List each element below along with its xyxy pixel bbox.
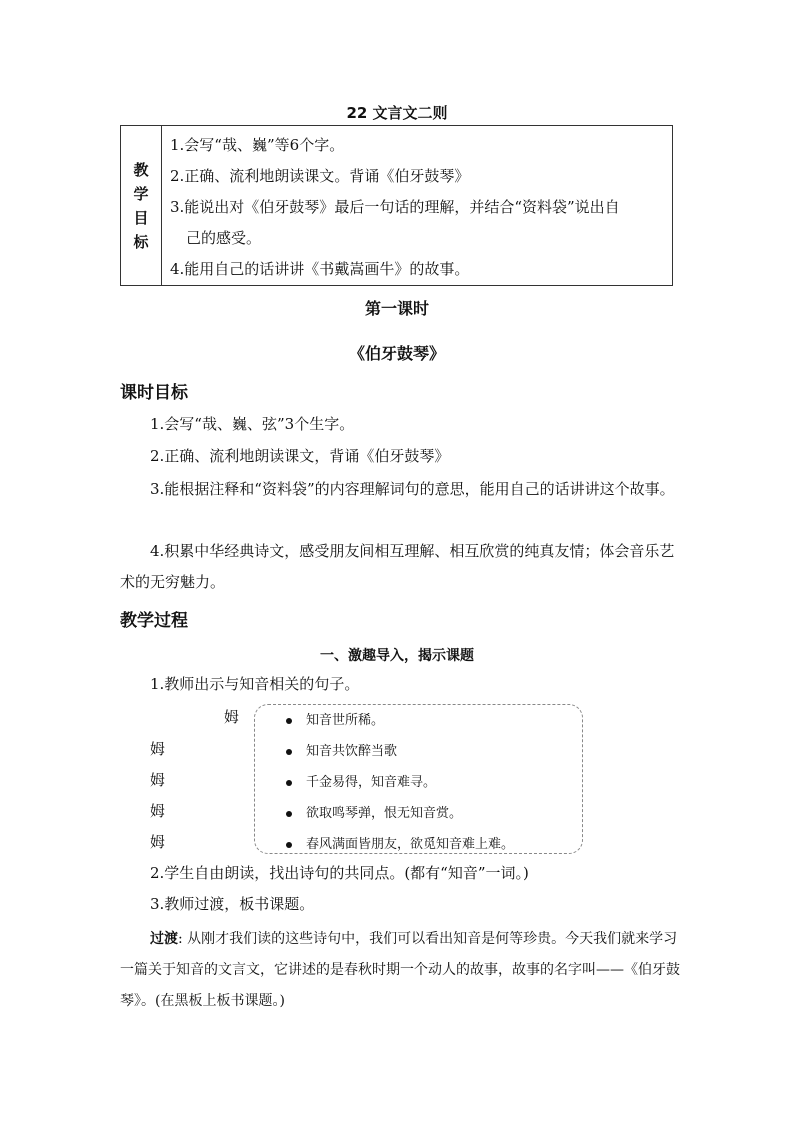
transition-paragraph	[120, 924, 680, 1017]
document-title: 22 文言文二则	[346, 104, 448, 122]
bullet-icon	[286, 780, 292, 786]
bullet-icon	[286, 718, 292, 724]
bullet-icon	[286, 749, 292, 755]
placeholder-char: 姆	[150, 802, 166, 820]
quote-text: 春风满面皆朋友，欲觅知音难上难。	[306, 837, 515, 852]
objective-item: 1.会写“哉、巍、弦”3个生字。	[150, 415, 355, 433]
goals-label-char: 学	[133, 184, 149, 203]
transition-text: : 从刚才我们读的这些诗句中，我们可以看出知音是何等珍贵。今天我们就来学习一篇关于知音的文言文，它讲述的是春秋时期一个动人的故事，故事的名字叫——《伯牙鼓琴》。(在黑板上板书课题。)	[120, 931, 680, 1009]
bullet-icon	[286, 842, 292, 848]
quote-item	[286, 709, 384, 728]
placeholder-char: 姆	[224, 708, 240, 726]
goal-item: 1.会写“哉、巍”等6个字。	[170, 136, 345, 154]
step-1: 1.教师出示与知音相关的句子。	[150, 675, 360, 693]
goal-item-continued: 己的感受。	[186, 229, 262, 247]
goals-label-char: 标	[133, 232, 149, 251]
goals-label-char: 教	[133, 160, 149, 179]
transition-label: 过渡	[150, 931, 178, 947]
goals-body-cell	[162, 126, 673, 286]
placeholder-char: 姆	[150, 833, 166, 851]
lesson-title: 《伯牙鼓琴》	[348, 344, 445, 363]
quote-item	[286, 802, 462, 821]
objective-item: 3.能根据注释和“资料袋”的内容理解词句的意思，能用自己的话讲讲这个故事。	[150, 480, 675, 498]
teaching-goals-table	[120, 125, 673, 286]
bullet-icon	[286, 811, 292, 817]
quote-item	[286, 740, 397, 759]
step-2: 2.学生自由朗读，找出诗句的共同点。(都有“知音”一词。)	[150, 864, 529, 882]
goals-label-cell	[121, 126, 162, 286]
goals-label-char: 目	[133, 208, 149, 227]
quote-item	[286, 833, 514, 852]
quote-text: 知音共饮醉当歌	[306, 744, 398, 759]
quote-item	[286, 771, 436, 790]
placeholder-char: 姆	[150, 771, 166, 789]
process-heading: 教学过程	[120, 611, 188, 631]
goal-item: 3.能说出对《伯牙鼓琴》最后一句话的理解，并结合“资料袋”说出自	[170, 198, 620, 216]
objective-item: 2.正确、流利地朗读课文，背诵《伯牙鼓琴》	[150, 447, 450, 465]
quote-text: 知音世所稀。	[306, 713, 385, 728]
quote-text: 欲取鸣琴弹，恨无知音赏。	[306, 806, 463, 821]
placeholder-char: 姆	[150, 740, 166, 758]
quote-text: 千金易得，知音难寻。	[306, 775, 437, 790]
goal-item: 4.能用自己的话讲讲《书戴嵩画牛》的故事。	[170, 260, 470, 278]
part1-heading: 一、激趣导入，揭示课题	[320, 648, 474, 664]
objectives-heading: 课时目标	[120, 383, 188, 403]
goal-item: 2.正确、流利地朗读课文。背诵《伯牙鼓琴》	[170, 167, 470, 185]
lesson-heading: 第一课时	[364, 299, 429, 318]
objective-item: 4.积累中华经典诗文，感受朋友间相互理解、相互欣赏的纯真友情；体会音乐艺术的无穷魅力。	[120, 542, 675, 591]
step-3: 3.教师过渡，板书课题。	[150, 895, 315, 913]
